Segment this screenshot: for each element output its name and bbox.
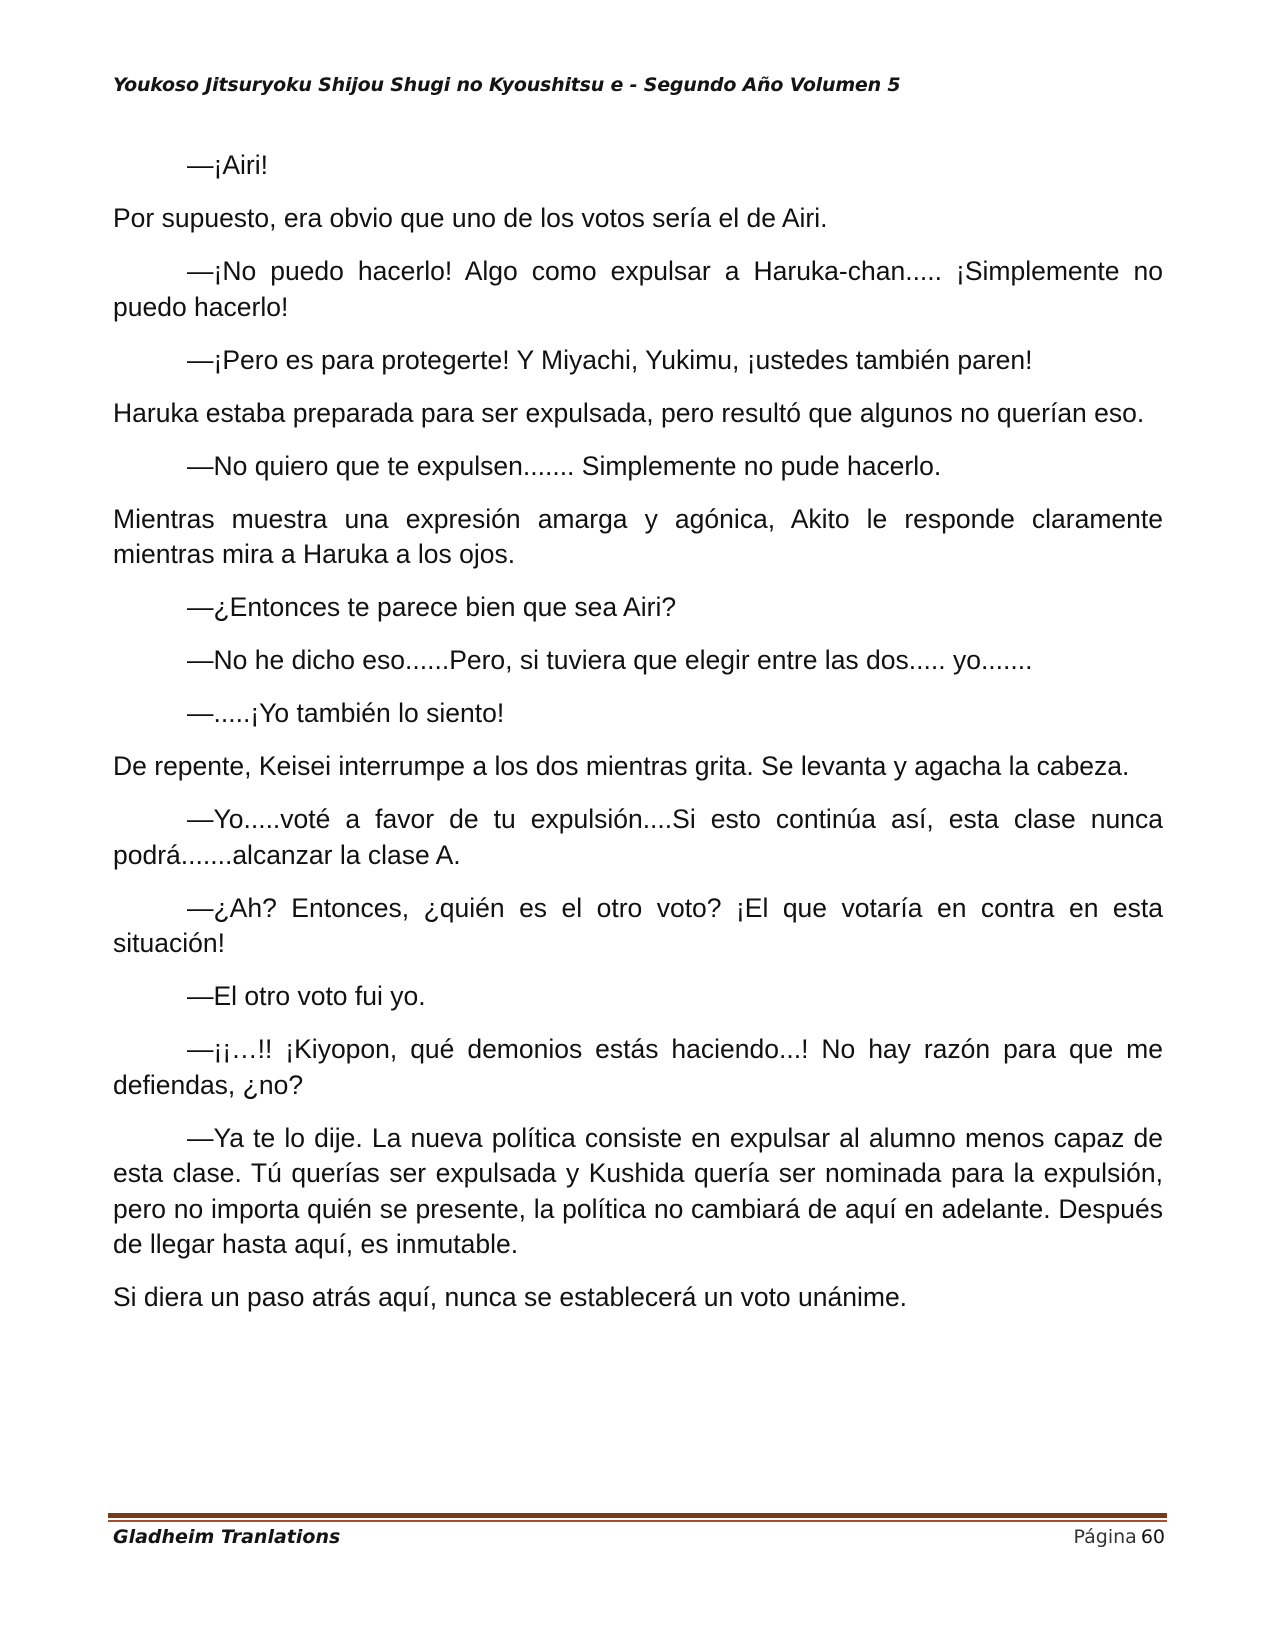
- paragraph: —¡Pero es para protegerte! Y Miyachi, Yukimu, ¡ustedes también paren!: [187, 344, 1033, 375]
- paragraph: De repente, Keisei interrumpe a los dos mientras grita. Se levanta y agacha la cabeza.: [113, 751, 1130, 781]
- paragraph: —¿Entonces te parece bien que sea Airi?: [187, 592, 677, 622]
- paragraph: —¡¡…!! ¡Kiyopon, qué demonios estás haciendo...! No hay razón para que me defiendas, ¿no?: [113, 1034, 1163, 1100]
- footer-divider-thick: [108, 1513, 1167, 1518]
- paragraph: —¡Airi!: [187, 150, 268, 180]
- paragraph: Mientras muestra una expresión amarga y agónica, Akito le responde claramente mientras mira a Haruka a los ojos.: [113, 503, 1163, 569]
- paragraph: Si diera un paso atrás aquí, nunca se establecerá un voto unánime.: [113, 1282, 908, 1312]
- page-number: 60: [1140, 1526, 1165, 1548]
- header-title: Youkoso Jitsuryoku Shijou Shugi no Kyoushitsu e - Segundo Año Volumen 5: [113, 74, 901, 96]
- paragraph: —Yo.....voté a favor de tu expulsión....Si esto continúa así, esta clase nunca podrá.......alcanzar la clase A.: [113, 804, 1163, 870]
- footer-credit: Gladheim Tranlations: [113, 1526, 341, 1548]
- page-body: [113, 148, 1163, 1333]
- paragraph: —Ya te lo dije. La nueva política consiste en expulsar al alumno menos capaz de esta clase. Tú querías ser expulsada y Kushida quería ser nominada para la expulsión, pero no importa quién se presente, la política no cambiará de aquí en adelante. Después de llegar hasta aquí, es inmutable.: [113, 1122, 1163, 1259]
- paragraph: —No quiero que te expulsen....... Simplemente no pude hacerlo.: [187, 450, 942, 481]
- footer-divider-thin: [108, 1520, 1167, 1522]
- paragraph: —¡No puedo hacerlo! Algo como expulsar a Haruka-chan..... ¡Simplemente no puedo hacerlo!: [113, 256, 1163, 322]
- page-label: Página: [1073, 1526, 1137, 1548]
- page-number-block: [1074, 1526, 1165, 1548]
- paragraph: Haruka estaba preparada para ser expulsada, pero resultó que algunos no querían eso.: [113, 397, 1145, 428]
- paragraph: —No he dicho eso......Pero, si tuviera que elegir entre las dos..... yo.......: [187, 645, 1033, 675]
- paragraph: —.....¡Yo también lo siento!: [187, 698, 505, 728]
- paragraph: —¿Ah? Entonces, ¿quién es el otro voto? ¡El que votaría en contra en esta situación!: [113, 892, 1163, 958]
- footer-divider: [108, 1513, 1167, 1522]
- paragraph: —El otro voto fui yo.: [187, 981, 426, 1011]
- paragraph: Por supuesto, era obvio que uno de los votos sería el de Airi.: [113, 203, 828, 233]
